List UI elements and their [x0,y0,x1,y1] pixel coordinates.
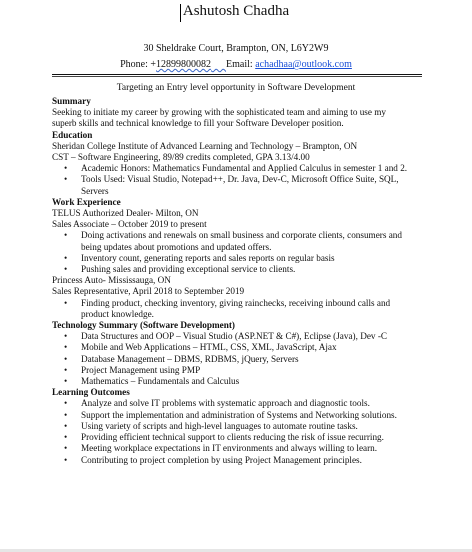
bullet-icon: • [64,297,68,308]
bullet-icon: • [64,230,68,241]
list-item[interactable]: • Support the implementation and administration of Systems and Networking solutions. [64,409,397,420]
list-item[interactable]: • Project Management using PMP [64,364,201,375]
list-item[interactable]: • Data Structures and OOP – Visual Studio (ASP.NET & C#), Eclipse (Java), Dev -C [64,331,388,342]
section-heading-outcomes[interactable]: Learning Outcomes [52,387,130,398]
bullet-icon: • [64,252,68,263]
list-item[interactable]: • Meeting workplace expectations in IT environments and always willing to learn. [64,443,378,454]
bullet-icon: • [64,443,68,454]
list-item[interactable]: • Mathematics – Fundamentals and Calculus [64,376,240,387]
email-link[interactable]: achadhaa@outlook.com [255,59,352,70]
header-divider-secondary [52,76,422,77]
bullet-icon: • [64,409,68,420]
job-company[interactable]: TELUS Authorized Dealer- Milton, ON [52,208,199,219]
list-item[interactable]: • Providing efficient technical support to clients reducing the risk of issue recurring. [64,432,384,443]
list-item[interactable]: • Using variety of scripts and high-level languages to automate routine tasks. [64,420,358,431]
technical-list [52,331,420,387]
education-list [52,163,420,197]
section-heading-technical[interactable]: Technology Summary (Software Development) [52,320,235,331]
section-heading-summary[interactable]: Summary [52,96,91,106]
list-item[interactable]: • Inventory count, generating reports and sales reports on regular basis [64,252,335,263]
bullet-icon: • [64,398,68,409]
resume-body [52,96,420,466]
summary-line: Seeking to initiate my career by growing with the sophisticated team and aiming to use my [52,107,386,118]
bullet-icon: • [64,342,68,353]
outcomes-list [52,398,420,465]
list-item[interactable]: • Analyze and solve IT problems with systematic approach and diagnostic tools. [64,398,370,409]
list-item[interactable]: • Tools Used: Visual Studio, Notepad++, Dr. Java, Dev-C, Microsoft Office Suite, SQL, Servers [64,174,399,196]
education-program[interactable]: CST – Software Engineering, 89/89 credits completed, GPA 3.13/4.00 [52,152,310,163]
job-duties-list [52,230,420,275]
education-school[interactable]: Sheridan College Institute of Advanced Learning and Technology – Brampton, ON [52,140,358,151]
summary-line: superb skills and technical knowledge to fill your Software Developer position. [52,118,344,129]
resume-name[interactable]: Ashutosh Chadha [182,3,290,19]
bullet-icon: • [64,432,68,443]
phone-label: Phone: + [120,59,157,70]
bullet-icon: • [64,163,68,174]
list-item[interactable]: • Contributing to project completion by using Project Management principles. [64,454,362,465]
resume-address[interactable]: 30 Sheldrake Court, Brampton, ON, L6Y2W9 [143,43,329,54]
job-role[interactable]: Sales Representative, April 2018 to September 2019 [52,286,245,297]
section-heading-education[interactable]: Education [52,129,93,140]
list-item[interactable]: • Finding product, checking inventory, giving rainchecks, receiving inbound calls and product knowledge. [64,297,391,319]
section-heading-experience[interactable]: Work Experience [52,196,121,207]
target-statement[interactable]: Targeting an Entry level opportunity in Software Development [116,83,356,93]
header-divider [52,74,422,75]
list-item[interactable]: • Mobile and Web Applications – HTML, CSS, XML, JavaScript, Ajax [64,342,337,353]
list-item[interactable]: • Doing activations and renewals on small business and corporate clients, consumers and being updates about promotions and updated offers. [64,230,402,252]
list-item[interactable]: • Academic Honors: Mathematics Fundamental and Applied Calculus in semester 1 and 2. [64,163,408,174]
bullet-icon: • [64,376,68,387]
list-item[interactable]: • Database Management – DBMS, RDBMS, jQuery, Servers [64,353,299,364]
email-label: Email: [226,59,256,70]
bullet-icon: • [64,331,68,342]
job-company[interactable]: Princess Auto- Mississauga, ON [52,275,171,286]
phone-number[interactable]: 12899800082 [156,59,212,70]
list-item[interactable]: • Pushing sales and providing exceptional service to clients. [64,264,296,275]
bullet-icon: • [64,454,68,465]
job-role[interactable]: Sales Associate – October 2019 to present [52,219,207,230]
job-duties-list [52,298,420,320]
bullet-icon: • [64,420,68,431]
bullet-icon: • [64,353,68,364]
summary-text[interactable] [52,107,420,129]
bullet-icon: • [64,364,68,375]
resume-contact-line[interactable] [0,59,472,70]
bullet-icon: • [64,174,68,185]
spell-gap [211,59,226,70]
bullet-icon: • [64,264,68,275]
